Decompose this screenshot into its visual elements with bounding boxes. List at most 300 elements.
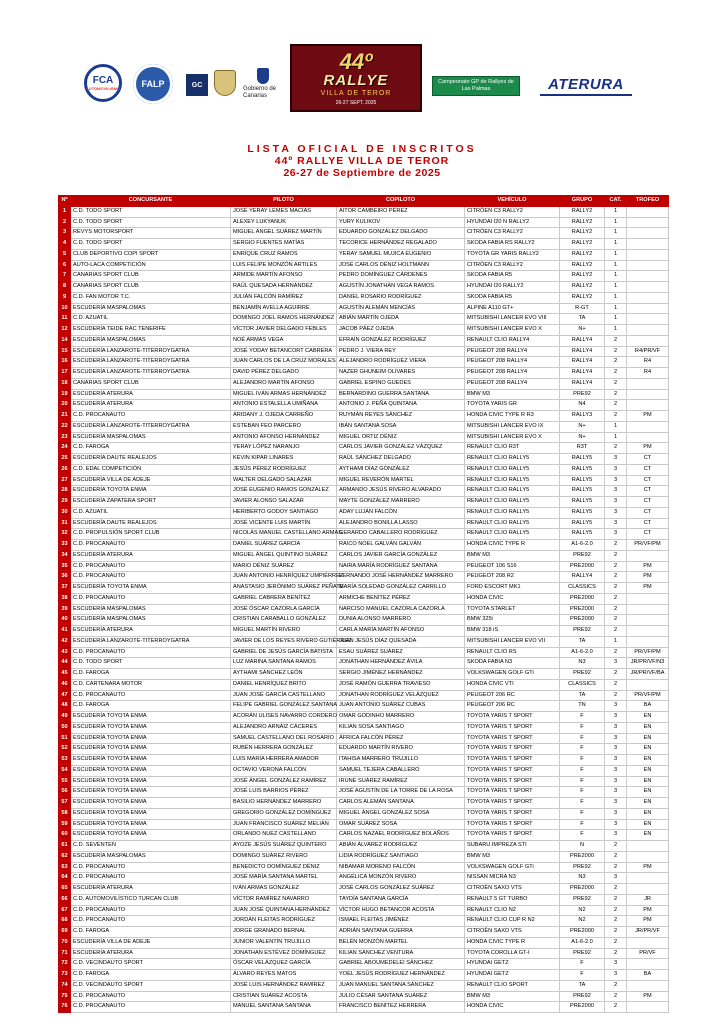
driver: ANTONIO ESTALELLA UMIÑANA <box>231 400 337 411</box>
table-row <box>59 335 669 346</box>
trophy <box>627 550 669 561</box>
category: 3 <box>605 486 627 497</box>
entry-number: 5 <box>59 249 71 260</box>
table-row <box>59 421 669 432</box>
driver: GREGORIO GONZÁLEZ DOMÍNGUEZ <box>231 808 337 819</box>
trophy <box>627 615 669 626</box>
entry-number: 36 <box>59 572 71 583</box>
trophy: JR/PR/VF/BA <box>627 669 669 680</box>
entrant: C.D. PROCANAUTO <box>71 540 231 551</box>
trophy: EN <box>627 765 669 776</box>
trophy <box>627 389 669 400</box>
trophy: CT <box>627 454 669 465</box>
category: 1 <box>605 282 627 293</box>
entrant: ESCUDERÍA DAUTE REALEJOS <box>71 454 231 465</box>
category: 1 <box>605 292 627 303</box>
entrant: ESCUDERÍA ATERURA <box>71 948 231 959</box>
category: 2 <box>605 991 627 1002</box>
group: TA <box>560 636 605 647</box>
co-driver: ANTONIO J. PEÑA QUINTANA <box>337 400 465 411</box>
entry-number: 24 <box>59 443 71 454</box>
entrant: ESCUDERÍA MASPALOMAS <box>71 303 231 314</box>
trophy <box>627 679 669 690</box>
co-driver: JOSÉ RAMÓN GUERRA TRAVIESO <box>337 679 465 690</box>
co-driver: ARMANDO JESÚS RIVERO ALVARADO <box>337 486 465 497</box>
driver: LUIS MARÍA HERRERA AMADOR <box>231 755 337 766</box>
group: F <box>560 787 605 798</box>
entrant: C.D. TODO SPORT <box>71 239 231 250</box>
rallye-logo <box>290 44 422 112</box>
aterura-logo-text: ATERURA <box>548 76 624 93</box>
co-driver: TECORICE HERNÁNDEZ REGALADO <box>337 239 465 250</box>
co-driver: OMAR SUÁREZ SOSA <box>337 819 465 830</box>
vehicle: HYUNDAI I20 N RALLY2 <box>465 217 560 228</box>
category: 3 <box>605 454 627 465</box>
table-row <box>59 260 669 271</box>
table-row <box>59 647 669 658</box>
driver: JAVIER DE LOS REYES RIVERO GUTIÉRREZ <box>231 636 337 647</box>
table-row <box>59 239 669 250</box>
entrant: ESCUDERÍA TOYOTA ENMA <box>71 722 231 733</box>
group: PRE92 <box>560 862 605 873</box>
entry-number: 9 <box>59 292 71 303</box>
vehicle: HYUNDAI I20 RALLY2 <box>465 282 560 293</box>
entrant: ESCUDERÍA TOYOTA ENMA <box>71 798 231 809</box>
entry-number: 61 <box>59 841 71 852</box>
table-row <box>59 776 669 787</box>
co-driver: JUAN JESÚS DÍAZ QUESADA <box>337 636 465 647</box>
driver: ARIDANY J. OJEDA CARREÑO <box>231 411 337 422</box>
driver: JOSÉ MARÍA SANTANA MARTEL <box>231 873 337 884</box>
entry-number: 54 <box>59 765 71 776</box>
category: 2 <box>605 905 627 916</box>
category: 2 <box>605 916 627 927</box>
category: 3 <box>605 733 627 744</box>
entrant: ESCUDERÍA LANZAROTE-TITERROYGATRA <box>71 346 231 357</box>
table-row <box>59 798 669 809</box>
header-grupo: GRUPO <box>560 196 605 207</box>
entrant: C.D. VECINDAUTO SPORT <box>71 980 231 991</box>
entry-number: 51 <box>59 733 71 744</box>
table-row <box>59 722 669 733</box>
driver: ENRIQUE CRUZ RAMOS <box>231 249 337 260</box>
vehicle: HONDA CIVIC TYPE R <box>465 937 560 948</box>
entrant: REVYS MOTORSPORT <box>71 228 231 239</box>
vehicle: RENAULT CLIO RALLY5 <box>465 518 560 529</box>
entry-number: 20 <box>59 400 71 411</box>
trophy: PM <box>627 862 669 873</box>
rallye-logo-subtitle: VILLA DE TEROR <box>320 89 392 97</box>
vehicle: TOYOTA GR YARIS RALLY2 <box>465 249 560 260</box>
group: F <box>560 970 605 981</box>
trophy <box>627 593 669 604</box>
entrant: ESCUDERÍA TOYOTA ENMA <box>71 776 231 787</box>
group: F <box>560 808 605 819</box>
group: PRE92 <box>560 948 605 959</box>
driver: ACORÁN ULISES NAVARRO CORDERO <box>231 712 337 723</box>
category: 2 <box>605 894 627 905</box>
canarias-shield-icon <box>257 68 269 84</box>
trophy <box>627 604 669 615</box>
co-driver: BERNARDINO GUERRA SANTANA <box>337 389 465 400</box>
co-driver: NIBAMAR MORENO FALCÓN <box>337 862 465 873</box>
vehicle: PEUGEOT 208 RALLY4 <box>465 368 560 379</box>
vehicle: BMW M3 <box>465 389 560 400</box>
vehicle: HONDA CIVIC TYPE R <box>465 540 560 551</box>
trophy <box>627 378 669 389</box>
entrant: ESCUDERÍA LANZAROTE-TITERROYGATRA <box>71 421 231 432</box>
entry-number: 18 <box>59 378 71 389</box>
trophy <box>627 249 669 260</box>
trophy: EN <box>627 712 669 723</box>
co-driver: GABRIEL ABOUMEDELEI SÁNCHEZ <box>337 959 465 970</box>
group: F <box>560 755 605 766</box>
driver: ÓSCAR VELÁZQUEZ GARCÍA <box>231 959 337 970</box>
vehicle: BMW M3 <box>465 550 560 561</box>
trophy: PM <box>627 572 669 583</box>
entrant: ESCUDERÍA MASPALOMAS <box>71 615 231 626</box>
entrant: ESCUDERÍA LANZAROTE-TITERROYGATRA <box>71 368 231 379</box>
entry-number: 75 <box>59 991 71 1002</box>
entry-number: 69 <box>59 927 71 938</box>
vehicle: PEUGEOT 208 RALLY4 <box>465 378 560 389</box>
entry-number: 33 <box>59 540 71 551</box>
co-driver: EFRAÍN GONZÁLEZ RODRÍGUEZ <box>337 335 465 346</box>
table-row <box>59 884 669 895</box>
entry-number: 6 <box>59 260 71 271</box>
group: RALLY5 <box>560 486 605 497</box>
trophy <box>627 636 669 647</box>
category: 2 <box>605 389 627 400</box>
table-row <box>59 991 669 1002</box>
vehicle: RENAULT 5 GT TURBO <box>465 894 560 905</box>
trophy <box>627 841 669 852</box>
co-driver: VÍCTOR HUGO BETANCOR ACOSTA <box>337 905 465 916</box>
entrant: C.D. PROCANAUTO <box>71 862 231 873</box>
driver: JUNIOR VALENTÍN TRUJILLO <box>231 937 337 948</box>
group: A1-6-2.0 <box>560 540 605 551</box>
entry-number: 26 <box>59 464 71 475</box>
category: 3 <box>605 658 627 669</box>
trophy: CT <box>627 507 669 518</box>
entrant: C.D. PROCANAUTO <box>71 905 231 916</box>
table-row <box>59 486 669 497</box>
vehicle: RENAULT CLIO RALLY5 <box>465 507 560 518</box>
group: TA <box>560 314 605 325</box>
falp-logo <box>133 64 173 104</box>
co-driver: PEDRO J. VIERA REY <box>337 346 465 357</box>
vehicle: RENAULT CLIO RALLY5 <box>465 475 560 486</box>
co-driver: SAMUEL TEJERA CABALLERO <box>337 765 465 776</box>
group: PRE2000 <box>560 561 605 572</box>
campeonato-logo <box>432 76 520 96</box>
entry-number: 53 <box>59 755 71 766</box>
trophy: CT <box>627 464 669 475</box>
group: N3 <box>560 658 605 669</box>
vehicle: TOYOTA YARIS T SPORT <box>465 830 560 841</box>
vehicle: TOYOTA STARLET <box>465 604 560 615</box>
group: RALLY4 <box>560 357 605 368</box>
table-row <box>59 357 669 368</box>
table-row <box>59 927 669 938</box>
driver: ANTONIO AFONSO HERNÁNDEZ <box>231 432 337 443</box>
category: 3 <box>605 830 627 841</box>
entry-number: 74 <box>59 980 71 991</box>
trophy <box>627 292 669 303</box>
vehicle: BMW 318 iS <box>465 626 560 637</box>
vehicle: HONDA CIVIC VTI <box>465 679 560 690</box>
trophy: EN <box>627 798 669 809</box>
table-row <box>59 808 669 819</box>
category: 1 <box>605 636 627 647</box>
sponsor-logos <box>0 0 724 120</box>
entrant: ESCUDERÍA LANZAROTE-TITERROYGATRA <box>71 357 231 368</box>
driver: NOÉ ARMAS VEGA <box>231 335 337 346</box>
entrant: ESCUDERÍA TOYOTA ENMA <box>71 744 231 755</box>
entrant: C.D. PROCANAUTO <box>71 690 231 701</box>
table-row <box>59 400 669 411</box>
group: PRE2000 <box>560 927 605 938</box>
co-driver: MIGUEL REVERÓN MARTEL <box>337 475 465 486</box>
driver: JOSÉ VICENTE LUIS MARTÍN <box>231 518 337 529</box>
co-driver: DUNIA ALONSO MARRERO <box>337 615 465 626</box>
entrant: C.D. TODO SPORT <box>71 206 231 217</box>
group: RALLY2 <box>560 217 605 228</box>
gran-canaria-logo-text: GC <box>191 81 203 89</box>
entrant: C.D. TODO SPORT <box>71 658 231 669</box>
category: 2 <box>605 604 627 615</box>
trophy: EN <box>627 808 669 819</box>
table-row <box>59 765 669 776</box>
rallye-logo-number: 44º <box>339 48 373 74</box>
group: N3 <box>560 873 605 884</box>
trophy <box>627 325 669 336</box>
co-driver: MIGUEL ÁNGEL GONZÁLEZ SOSA <box>337 808 465 819</box>
co-driver: ABIÁN ÁLVAREZ RODRÍGUEZ <box>337 841 465 852</box>
co-driver: CARLA MARÍA MARTÍN AFONSO <box>337 626 465 637</box>
table-row <box>59 497 669 508</box>
category: 3 <box>605 959 627 970</box>
category: 1 <box>605 325 627 336</box>
category: 1 <box>605 249 627 260</box>
entrant: ESCUDERÍA TOYOTA ENMA <box>71 755 231 766</box>
category: 2 <box>605 615 627 626</box>
driver: MANUEL SANTANA SANTANA <box>231 1002 337 1013</box>
co-driver: ÁFRICA FALCÓN PÉREZ <box>337 733 465 744</box>
entrant: C.D. FAROGA <box>71 701 231 712</box>
driver: IVÁN ARMAS GONZÁLEZ <box>231 884 337 895</box>
trophy: PM <box>627 443 669 454</box>
group: RALLY4 <box>560 346 605 357</box>
category: 2 <box>605 346 627 357</box>
entry-number: 71 <box>59 948 71 959</box>
category: 2 <box>605 550 627 561</box>
category: 3 <box>605 722 627 733</box>
category: 3 <box>605 701 627 712</box>
trophy <box>627 980 669 991</box>
group: RALLY2 <box>560 239 605 250</box>
table-row <box>59 292 669 303</box>
driver: ALEJANDRO ARNÁIZ CÁCERES <box>231 722 337 733</box>
co-driver: JONATHAN RODRÍGUEZ VELÁZQUEZ <box>337 690 465 701</box>
vehicle: VOLKSWAGEN GOLF GTi <box>465 862 560 873</box>
entrant: ESCUDERÍA VILLA DE ADEJE <box>71 937 231 948</box>
entrant: C.D. FAN MOTOR T.C. <box>71 292 231 303</box>
vehicle: RENAULT CLIO CUP R N2 <box>465 916 560 927</box>
table-row <box>59 389 669 400</box>
table-body <box>59 206 669 1012</box>
entrant: C.D. FAROGA <box>71 443 231 454</box>
driver: JORGE GRANADO BERNAL <box>231 927 337 938</box>
vehicle: RENAULT CLIO RALLY4 <box>465 335 560 346</box>
group: CLASSICS <box>560 679 605 690</box>
driver: NICOLÁS MANUEL CASTELLANO ARMAS <box>231 529 337 540</box>
group: PRE92 <box>560 669 605 680</box>
driver: JOSÉ YERAY LEMES MACIAS <box>231 206 337 217</box>
vehicle: CITROËN SAXO VTS <box>465 884 560 895</box>
header-trofeo: TROFEO <box>627 196 669 207</box>
entry-number: 34 <box>59 550 71 561</box>
table-row <box>59 937 669 948</box>
entry-number: 3 <box>59 228 71 239</box>
category: 2 <box>605 583 627 594</box>
trophy <box>627 937 669 948</box>
trophy: CT <box>627 475 669 486</box>
driver: JUAN JOSÉ QUINTANA HERNÁNDEZ <box>231 905 337 916</box>
co-driver: YURY KULIKOV <box>337 217 465 228</box>
table-row <box>59 604 669 615</box>
fca-logo-text: FCA <box>92 75 114 86</box>
document-title: LISTA OFICIAL DE INSCRITOS <box>247 143 477 155</box>
trophy <box>627 217 669 228</box>
entrant: C.D. FAROGA <box>71 669 231 680</box>
trophy: BA <box>627 701 669 712</box>
entrant: C.D. AZUATIL <box>71 507 231 518</box>
entrant: ESCUDERÍA TOYOTA ENMA <box>71 765 231 776</box>
driver: RUBÉN HERRERA GONZÁLEZ <box>231 744 337 755</box>
vehicle: TOYOTA YARIS T SPORT <box>465 733 560 744</box>
table-row <box>59 443 669 454</box>
vehicle: PEUGEOT 208 RALLY4 <box>465 357 560 368</box>
category: 3 <box>605 787 627 798</box>
driver: DOMINGO SUÁREZ RIVERO <box>231 851 337 862</box>
co-driver: LIDIA RODRÍGUEZ SANTIAGO <box>337 851 465 862</box>
co-driver: ESAU SUÁREZ SUÁREZ <box>337 647 465 658</box>
vehicle: RENAULT CLIO RALLY5 <box>465 454 560 465</box>
category: 3 <box>605 970 627 981</box>
group: RALLY2 <box>560 260 605 271</box>
table-row <box>59 851 669 862</box>
trophy: R4/PR/VF <box>627 346 669 357</box>
entry-number: 47 <box>59 690 71 701</box>
group: F <box>560 744 605 755</box>
table-row <box>59 787 669 798</box>
group: A1-6-2.0 <box>560 647 605 658</box>
vehicle: RENAULT CLIO RS <box>465 647 560 658</box>
category: 2 <box>605 572 627 583</box>
trophy: PM <box>627 905 669 916</box>
category: 1 <box>605 303 627 314</box>
entry-number: 50 <box>59 722 71 733</box>
group: TN <box>560 701 605 712</box>
entry-number: 11 <box>59 314 71 325</box>
trophy: CT <box>627 518 669 529</box>
co-driver: ALEJANDRO BONILLA LASSO <box>337 518 465 529</box>
group: F <box>560 819 605 830</box>
co-driver: JUAN MANUEL SANTANA SÁNCHEZ <box>337 980 465 991</box>
co-driver: BELÉN MONZÓN MARTEL <box>337 937 465 948</box>
category: 2 <box>605 1002 627 1013</box>
co-driver: CARLOS JAVIER GARCÍA GONZÁLEZ <box>337 550 465 561</box>
table-row <box>59 679 669 690</box>
category: 2 <box>605 400 627 411</box>
driver: ESTEBAN FEO PARCERO <box>231 421 337 432</box>
group: RALLY5 <box>560 475 605 486</box>
trophy <box>627 959 669 970</box>
group: PRE2000 <box>560 615 605 626</box>
category: 3 <box>605 497 627 508</box>
table-row <box>59 841 669 852</box>
table-row <box>59 518 669 529</box>
category: 3 <box>605 808 627 819</box>
category: 1 <box>605 421 627 432</box>
driver: JOSÉ EUGENIO RAMOS GONZÁLEZ <box>231 486 337 497</box>
co-driver: RAÚL SÁNCHEZ DELGADO <box>337 454 465 465</box>
trophy <box>627 851 669 862</box>
entrant: C.D. EDAL COMPETICIÓN <box>71 464 231 475</box>
vehicle: VOLKSWAGEN GOLF GTi <box>465 669 560 680</box>
table-row <box>59 712 669 723</box>
group: N+ <box>560 432 605 443</box>
entry-number: 40 <box>59 615 71 626</box>
header-piloto: PILOTO <box>231 196 337 207</box>
vehicle: SUBARU IMPREZA STI <box>465 841 560 852</box>
driver: JOSÉ YODAY BETANCORT CABRERA <box>231 346 337 357</box>
group: RALLY5 <box>560 454 605 465</box>
entry-number: 17 <box>59 368 71 379</box>
vehicle: HYUNDAI GETZ <box>465 959 560 970</box>
co-driver: IBÁN SANTANA SOSA <box>337 421 465 432</box>
entrant: C.D. PROCANAUTO <box>71 411 231 422</box>
trophy: PR/VF/PM <box>627 540 669 551</box>
vehicle: MITSUBISHI LANCER EVO IX <box>465 421 560 432</box>
co-driver: ISMAEL FLEITAS JIMÉNEZ <box>337 916 465 927</box>
table-row <box>59 819 669 830</box>
gobierno-canarias-logo <box>243 64 283 104</box>
vehicle: RENAULT CLIO N2 <box>465 905 560 916</box>
vehicle: MITSUBISHI LANCER EVO X <box>465 325 560 336</box>
vehicle: MITSUBISHI LANCER EVO VII <box>465 636 560 647</box>
entrant: CANARIAS SPORT CLUB <box>71 282 231 293</box>
entry-number: 8 <box>59 282 71 293</box>
vehicle: RENAULT CLIO RALLY5 <box>465 486 560 497</box>
trophy <box>627 432 669 443</box>
table-row <box>59 701 669 712</box>
entrant: C.D. FAROGA <box>71 927 231 938</box>
category: 3 <box>605 873 627 884</box>
vehicle: CITRÖEN C3 RALLY2 <box>465 228 560 239</box>
entry-number: 22 <box>59 421 71 432</box>
table-row <box>59 411 669 422</box>
entry-number: 52 <box>59 744 71 755</box>
co-driver: OMAR GODINHO MARRERO <box>337 712 465 723</box>
entrant: C.D. CARTENARA MOTOR <box>71 679 231 690</box>
group: A1-6-2.0 <box>560 937 605 948</box>
category: 2 <box>605 626 627 637</box>
co-driver: EDUARDO GONZÁLEZ DELGADO <box>337 228 465 239</box>
table-row <box>59 970 669 981</box>
table-row <box>59 980 669 991</box>
